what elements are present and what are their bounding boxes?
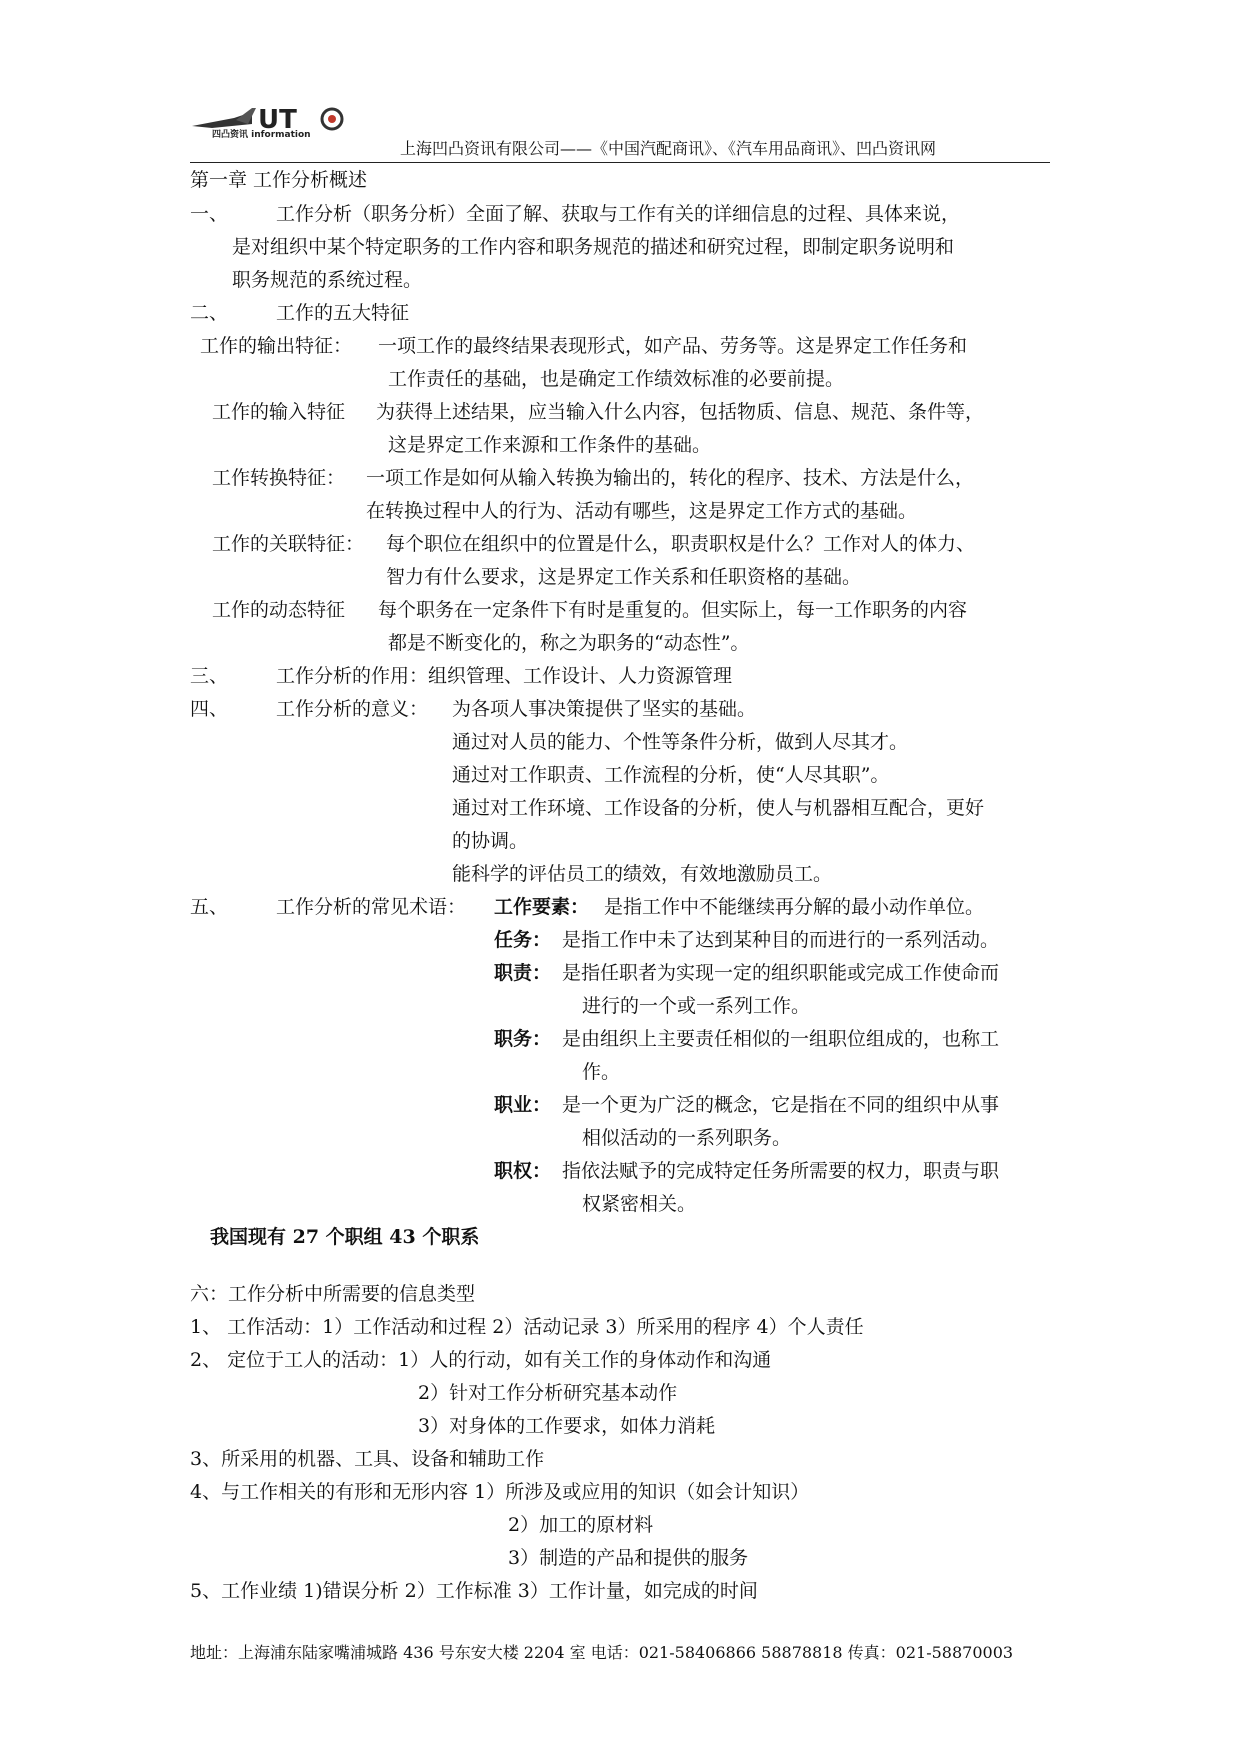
term-authority-def-1: 指依法赋予的完成特定任务所需要的权力，职责与职 (562, 1160, 1000, 1182)
section-1-line-3: 职务规范的系统过程。 (232, 269, 423, 291)
footer-contact: 地址：上海浦东陆家嘴浦城路 436 号东安大楼 2204 室 电话：021-58406866 58878818 传真：021-58870003 (190, 1643, 1014, 1662)
term-task: 任务： (494, 929, 552, 951)
feature-input-line-2: 这是界定工作来源和工作条件的基础。 (388, 434, 712, 456)
company-logo (192, 104, 372, 138)
section-6-item-3: 3、所采用的机器、工具、设备和辅助工作 (190, 1448, 545, 1470)
term-task-def: 是指工作中未了达到某种目的而进行的一系列活动。 (562, 929, 1000, 951)
feature-dynamic-label: 工作的动态特征 (212, 599, 346, 621)
feature-relation-line-2: 智力有什么要求，这是界定工作关系和任职资格的基础。 (386, 566, 862, 588)
feature-dynamic-line-2: 都是不断变化的，称之为职务的“动态性”。 (388, 632, 750, 654)
feature-input-line-1: 为获得上述结果，应当输入什么内容，包括物质、信息、规范、条件等， (376, 401, 985, 423)
section-3-number: 三、 (190, 665, 229, 687)
section-4-number: 四、 (190, 698, 229, 720)
term-occupation-def-1: 是一个更为广泛的概念，它是指在不同的组织中从事 (562, 1094, 1000, 1116)
feature-relation-line-1: 每个职位在组织中的位置是什么，职责职权是什么？工作对人的体力、 (386, 533, 976, 555)
section-1-line-1: 工作分析（职务分析）全面了解、获取与工作有关的详细信息的过程、具体来说， (276, 203, 961, 225)
term-responsibility-def-2: 进行的一个或一系列工作。 (582, 995, 811, 1017)
section-6-title: 六：工作分析中所需要的信息类型 (190, 1283, 476, 1305)
term-occupation: 职业： (494, 1094, 552, 1116)
term-position-def-2: 作。 (582, 1061, 621, 1083)
section-1-line-2: 是对组织中某个特定职务的工作内容和职务规范的描述和研究过程，即制定职务说明和 (232, 236, 955, 258)
feature-dynamic-line-1: 每个职务在一定条件下有时是重复的。但实际上，每一工作职务的内容 (378, 599, 968, 621)
section-6-item-4b: 2）加工的原材料 (508, 1514, 654, 1536)
section-6-item-1: 1、 工作活动：1）工作活动和过程 2）活动记录 3）所采用的程序 4）个人责任 (190, 1316, 864, 1338)
chapter-title: 第一章 工作分析概述 (190, 169, 368, 191)
section-4-line-2: 通过对人员的能力、个性等条件分析，做到人尽其才。 (452, 731, 909, 753)
section-4-line-6: 能科学的评估员工的绩效，有效地激励员工。 (452, 863, 833, 885)
section-6-item-2: 2、 定位于工人的活动：1）人的行动，如有关工作的身体动作和沟通 (190, 1349, 772, 1371)
term-position-def-1: 是由组织上主要责任相似的一组职位组成的，也称工 (562, 1028, 1000, 1050)
feature-input-label: 工作的输入特征 (212, 401, 346, 423)
section-4-line-3: 通过对工作职责、工作流程的分析，使“人尽其职”。 (452, 764, 890, 786)
section-6-item-5: 5、工作业绩 1)错误分析 2）工作标准 3）工作计量，如完成的时间 (190, 1580, 758, 1602)
header-divider (190, 162, 1050, 163)
term-occupation-def-2: 相似活动的一系列职务。 (582, 1127, 792, 1149)
term-position: 职务： (494, 1028, 552, 1050)
section-4-label: 工作分析的意义： (276, 698, 429, 720)
section-6-item-4: 4、与工作相关的有形和无形内容 1）所涉及或应用的知识（如会计知识） (190, 1481, 810, 1503)
company-line: 上海凹凸资讯有限公司——《中国汽配商讯》、《汽车用品商讯》、凹凸资讯网 (400, 139, 937, 158)
section-3-text: 工作分析的作用：组织管理、工作设计、人力资源管理 (276, 665, 733, 687)
feature-output-line-2: 工作责任的基础，也是确定工作绩效标准的必要前提。 (388, 368, 845, 390)
term-job-element: 工作要素： (494, 896, 590, 918)
term-responsibility: 职责： (494, 962, 552, 984)
section-5-number: 五、 (190, 896, 229, 918)
term-responsibility-def-1: 是指任职者为实现一定的组织职能或完成工作使命而 (562, 962, 1000, 984)
logo-main-text: UT (258, 105, 297, 135)
term-job-element-def: 是指工作中不能继续再分解的最小动作单位。 (604, 896, 985, 918)
feature-transform-line-2: 在转换过程中人的行为、活动有哪些，这是界定工作方式的基础。 (366, 500, 918, 522)
section-4-line-1: 为各项人事决策提供了坚实的基础。 (452, 698, 757, 720)
term-authority-def-2: 权紧密相关。 (582, 1193, 697, 1215)
section-4-line-4: 通过对工作环境、工作设备的分析，使人与机器相互配合，更好 (452, 797, 985, 819)
section-2-title: 工作的五大特征 (276, 302, 410, 324)
section-2-number: 二、 (190, 302, 229, 324)
section-1-number: 一、 (190, 203, 229, 225)
section-6-item-2c: 3）对身体的工作要求，如体力消耗 (418, 1415, 716, 1437)
feature-transform-line-1: 一项工作是如何从输入转换为输出的，转化的程序、技术、方法是什么， (366, 467, 975, 489)
logo-sub-text: 四凸资讯 information (212, 130, 311, 138)
term-authority: 职权： (494, 1160, 552, 1182)
feature-output-label: 工作的输出特征： (200, 335, 353, 357)
feature-transform-label: 工作转换特征： (212, 467, 346, 489)
feature-relation-label: 工作的关联特征： (212, 533, 365, 555)
section-5-label: 工作分析的常见术语： (276, 896, 467, 918)
section-4-line-5: 的协调。 (452, 830, 529, 852)
section-6-item-4c: 3）制造的产品和提供的服务 (508, 1547, 749, 1569)
section-6-item-2b: 2）针对工作分析研究基本动作 (418, 1382, 678, 1404)
feature-output-line-1: 一项工作的最终结果表现形式，如产品、劳务等。这是界定工作任务和 (378, 335, 968, 357)
bold-note: 我国现有 27 个职组 43 个职系 (210, 1226, 480, 1248)
